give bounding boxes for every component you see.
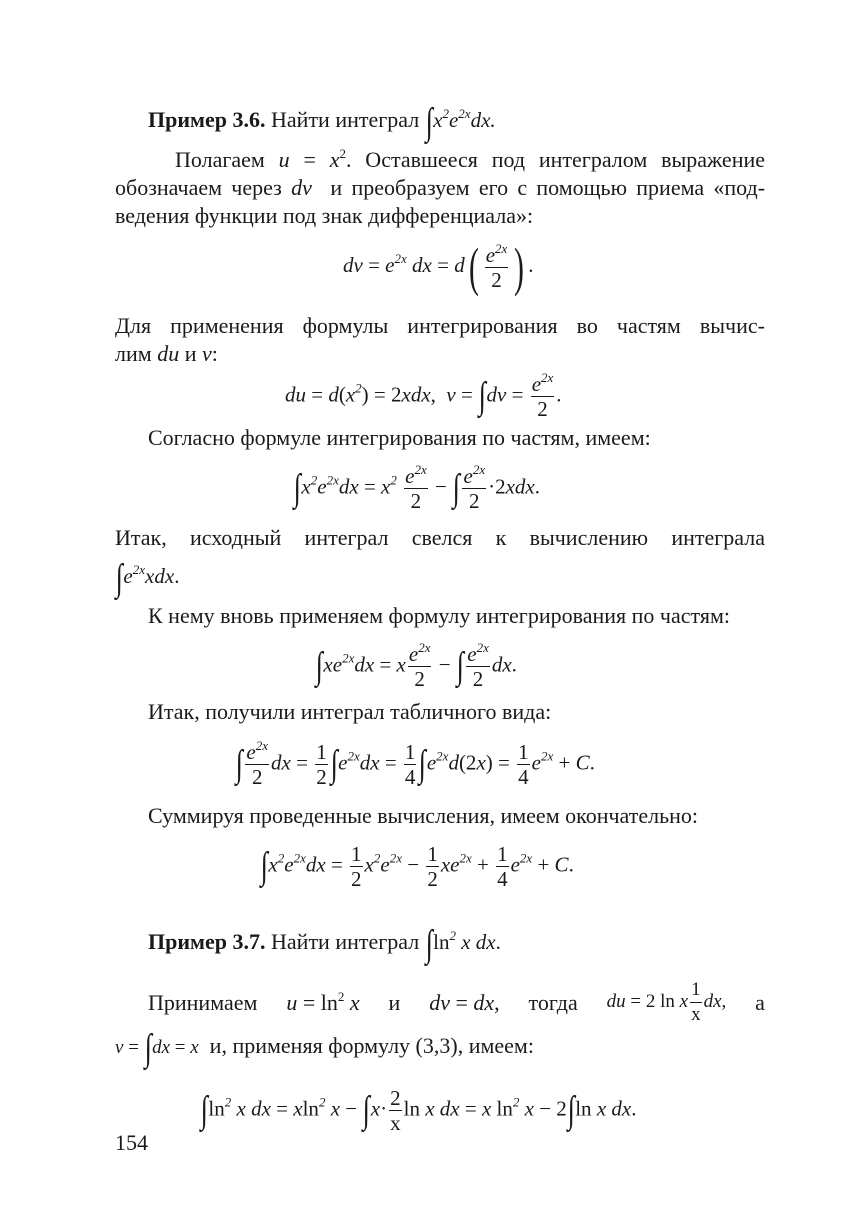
example-task: Найти интеграл (271, 107, 420, 132)
text-line: ведения функции под знак дифференциала»: (115, 203, 534, 228)
page-number: 154 (115, 1130, 148, 1155)
example-3-6-header (148, 101, 496, 143)
formula: $\int\ln^2$ x dx = xln$^2$ x − ∫x· $\frac{2}{x}$ ln x dx = x $\ln^2 x - 2\int\ln$ x dx. (200, 1086, 637, 1135)
formula: $\int x^2e^{2x}dx$. (425, 101, 496, 143)
example-title: Пример 3.7. (148, 929, 266, 954)
formula: du = $d(x^2) = 2xdx$, v = ∫dv = $\frac{e^{2x}}{2}$ . (285, 370, 562, 421)
formula: dv = $e^{2x}$ dx = d( $\frac{e^{2x}}{2}$ ) . (343, 237, 534, 297)
text-line: Суммируя проведенные вычисления, имеем окончательно: (148, 803, 698, 828)
text-line: Полагаем $u = x^2$. Оставшееся под интегралом выражение (175, 146, 766, 172)
formula: $\int e^{2x}xdx$. (115, 557, 180, 599)
text-line: лим du и v: (115, 341, 218, 366)
formula: ∫ $\frac{e^{2x}}{2}$ dx = $\frac{1}{2}$ $\int e^{2x}dx$ = $\frac{1}{4}$ $\int e^{2x}d(2x)$ = $\frac{1}{4}$ $e^{2x} + C$. (235, 738, 595, 789)
text-line: Для применения формулы интегрирования во частям вычис- (115, 313, 765, 338)
text-line: обозначаем через dv и преобразуем его с помощью приема «под- (115, 175, 766, 200)
formula: $\int xe^{2x}dx = x$ $\frac{e^{2x}}{2}$ − ∫ $\frac{e^{2x}}{2}$ dx. (315, 640, 517, 691)
example-3-7-header (148, 923, 501, 965)
text-line: Согласно формуле интегрирования по частям, имеем: (148, 425, 651, 450)
text-line: Принимаем $u = \ln^2 x$ и dv = dx, тогда du = 2 ln x $\frac{1}{x}$ dx, а (148, 979, 765, 1025)
example-title: Пример 3.6. (148, 107, 266, 132)
formula: $\int\ln^2$ x dx. (425, 923, 501, 965)
example-task: Найти интеграл (271, 929, 420, 954)
text-line: Итак, исходный интеграл свелся к вычислению интеграла (115, 525, 765, 550)
formula: $\int x^2e^{2x}dx$ = $\frac{1}{2}$ $x^2e^{2x}$ − $\frac{1}{2}$ $xe^{2x}$ + $\frac{1}{4}$ $e^{2x} + C$. (260, 842, 574, 891)
text-line: К нему вновь применяем формулу интегрирования по частям: (148, 603, 730, 628)
text-line: v = ∫dx = x и, применяя формулу (3,3), имеем: (115, 1027, 534, 1069)
text-line: Итак, получили интеграл табличного вида: (148, 699, 552, 724)
formula: $\int x^2e^{2x}dx = x^2$ $\frac{e^{2x}}{2}$ − ∫ $\frac{e^{2x}}{2}$ ·2xdx. (293, 462, 540, 513)
